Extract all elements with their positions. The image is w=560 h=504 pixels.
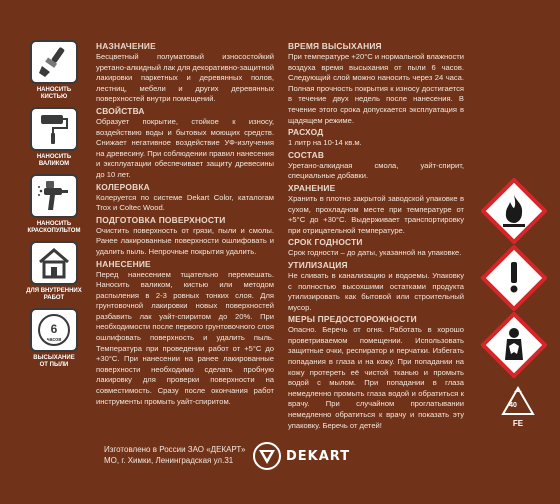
icon-item-roller — [26, 107, 82, 170]
clock-hours: 6 — [50, 322, 58, 336]
hazard-pictograms — [476, 178, 552, 379]
spray-gun-icon — [30, 174, 78, 218]
safety-heading: МЕРЫ ПРЕДОСТОРОЖНОСТИ — [288, 314, 417, 325]
drying-text: При температуре +20°С и нормальной влажности воздуха время высыхания от пыли 6 часов. Следующий слой можно наносить через 24 часа. Полная прочность покрытия к износу достигается в течение двух недель после нанесения. В течение этого срока допускается эксплуатация в щадящем режиме. — [288, 52, 464, 125]
icon-item-indoor — [26, 241, 82, 304]
flame-hazard-icon — [481, 178, 547, 244]
text-column-left — [96, 40, 274, 407]
logo-emblem-icon — [252, 441, 282, 471]
consumption-heading: РАСХОД — [288, 127, 324, 138]
shelf-life-text: Срок годности – до даты, указанной на упаковке. — [288, 248, 462, 258]
brand-logo — [252, 436, 372, 476]
tinting-text: Колеруется по системе Dekart Color, каталогам Trox и Coltec Wood. — [96, 192, 274, 213]
composition-heading: СОСТАВ — [288, 149, 325, 160]
disposal-text: Не сливать в канализацию и водоемы. Упаковку с полностью высохшими остатками продукта утилизировать как бытовой или строительный мусор. — [288, 270, 464, 312]
roller-icon — [30, 107, 78, 151]
preparation-heading: ПОДГОТОВКА ПОВЕРХНОСТИ — [96, 214, 226, 225]
manufacturer-line-2: МО, г. Химки, Ленинградская ул.31 — [104, 456, 234, 465]
icon-caption: НАНОСИТЬ КРАСКОПУЛЬТОМ — [27, 221, 81, 234]
icon-caption: НАНОСИТЬ КИСТЬЮ — [36, 87, 72, 100]
manufacturer-line-1: Изготовлено в России ЗАО «ДЕКАРТ» — [104, 445, 246, 454]
tinting-heading: КОЛЕРОВКА — [96, 181, 150, 192]
application-heading: НАНЕСЕНИЕ — [96, 258, 151, 269]
health-hazard-icon — [481, 312, 547, 378]
application-text: Перед нанесением тщательно перемешать. Наносить валиком, кистью или методом распыления в 2-3 ровных тонких слоя. Для грунтовочной лакировки новых поверхностей разбавить лак уайт-спиритом до 20%. При необходимости после первого грунтовочного слоя ошлифовать поверхность и удалить пыль. Температура при проведении работ от +5°С до +30°С. При нанесении на ранее лакированные поверхности необходимо сделать пробную лакировку для проверки поверхности на совместимость. Сразу после окончания работ инструменты промыть уайт-спиритом. — [96, 269, 274, 406]
clock-unit: часов — [46, 337, 62, 343]
recycle-number: 40 — [509, 402, 517, 409]
exclamation-hazard-icon — [481, 245, 547, 311]
safety-text: Опасно. Беречь от огня. Работать в хорошо проветриваемом помещении. Использовать защитные очки, респиратор и перчатки. Избегать попадания в глаза и на кожу. При попадании на кожу протереть её чистой тканью и промыть водой с мылом. При попадании в глаза немедленно промыть глаза водой и обратиться к врачу. При случайном проглатывании немедленно обратиться к врачу и показать эту упаковку. Беречь от детей! — [288, 325, 464, 430]
purpose-text: Бесцветный полуматовый износостойкий уретано-алкидный лак для декоративно-защитной лакировки паркетных и деревянных полов, лестниц, мебели и других деревянных поверхностей внутри помещений. — [96, 52, 274, 104]
properties-text: Образует покрытие, стойкое к износу, воздействию воды и бытовых моющих средств. Снижает негативное воздействие УФ-излучения на древесину. При соблюдении правил нанесения и эксплуатации обеспечивает защиту древесины до 10 лет. — [96, 116, 274, 179]
storage-heading: ХРАНЕНИЕ — [288, 182, 336, 193]
icon-caption: НАНОСИТЬ ВАЛИКОМ — [36, 154, 72, 167]
composition-text: Уретано-алкидная смола, уайт-спирит, специальные добавки. — [288, 160, 464, 181]
recycle-code: FE — [512, 419, 524, 428]
clock-icon — [30, 308, 78, 352]
properties-heading: СВОЙСТВА — [96, 105, 145, 116]
recycle-icon — [501, 386, 535, 416]
application-icons — [26, 40, 82, 375]
disposal-heading: УТИЛИЗАЦИЯ — [288, 259, 348, 270]
consumption-text: 1 литр на 10-14 кв.м. — [288, 138, 362, 148]
icon-caption: ДЛЯ ВНУТРЕННИХ РАБОТ — [26, 288, 82, 301]
brush-icon — [30, 40, 78, 84]
icon-item-spray — [26, 174, 82, 237]
storage-text: Хранить в плотно закрытой заводской упаковке в сухом, прохладном месте при температуре от +5°С до +30°С. Выдерживает транспортировку при отрицательной температуре. — [288, 193, 464, 235]
icon-caption: ВЫСЫХАНИЕ ОТ ПЫЛИ — [33, 355, 75, 368]
drying-heading: ВРЕМЯ ВЫСЫХАНИЯ — [288, 41, 382, 51]
text-column-right — [288, 40, 464, 431]
icon-item-clock — [26, 308, 82, 371]
shelf-life-heading: СРОК ГОДНОСТИ — [288, 237, 363, 248]
brand-name: DEKART — [286, 448, 351, 464]
preparation-text: Очистить поверхность от грязи, пыли и смолы. Ранее лакированные поверхности ошлифовать и удалить пыль. Непрочные покрытия удалить. — [96, 225, 274, 256]
indoor-house-icon — [30, 241, 78, 285]
purpose-heading: НАЗНАЧЕНИЕ — [96, 41, 156, 51]
recycle-mark — [496, 386, 540, 438]
icon-item-brush — [26, 40, 82, 103]
